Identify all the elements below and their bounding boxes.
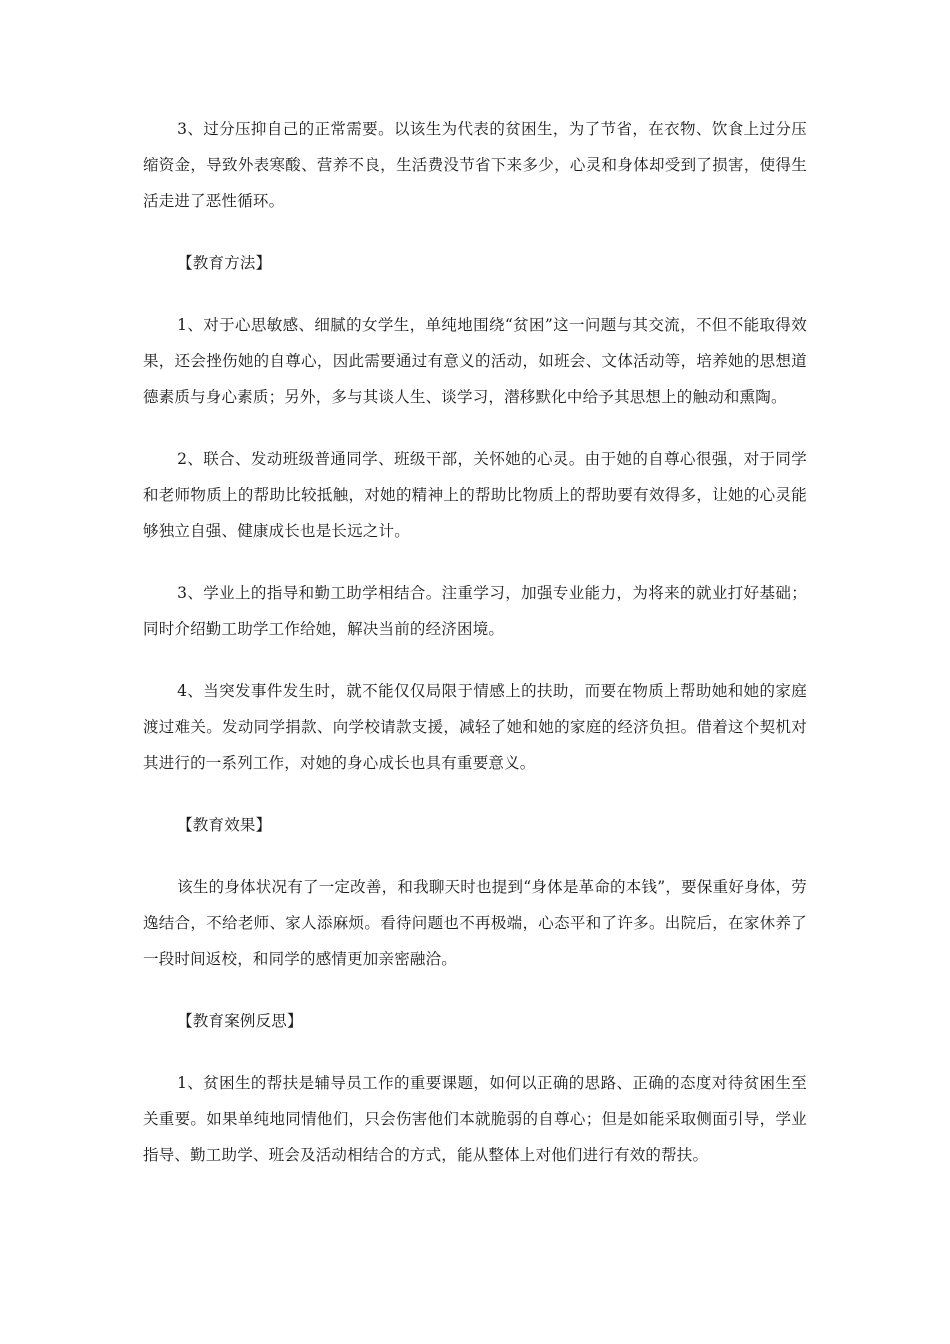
- paragraph-method-4: 4、当突发事件发生时，就不能仅仅局限于情感上的扶助，而要在物质上帮助她和她的家庭渡过难关。发动同学捐款、向学校请款支援，减轻了她和她的家庭的经济负担。借着这个契机对其进行的一系列工作，对她的身心成长也具有重要意义。: [143, 682, 807, 772]
- paragraph-method-1: 1、对于心思敏感、细腻的女学生，单纯地围绕“贫困”这一问题与其交流，不但不能取得效果，还会挫伤她的自尊心，因此需要通过有意义的活动，如班会、文体活动等，培养她的思想道德素质与身心素质；另外，多与其谈人生、谈学习，潜移默化中给予其思想上的触动和熏陶。: [143, 316, 807, 406]
- paragraph-effects: 该生的身体状况有了一定改善，和我聊天时也提到“身体是革命的本钱”，要保重好身体，劳逸结合，不给老师、家人添麻烦。看待问题也不再极端，心态平和了许多。出院后，在家休养了一段时间返校，和同学的感情更加亲密融洽。: [143, 878, 807, 968]
- paragraph-reflection-1: 1、贫困生的帮扶是辅导员工作的重要课题，如何以正确的思路、正确的态度对待贫困生至关重要。如果单纯地同情他们，只会伤害他们本就脆弱的自尊心；但是如能采取侧面引导，学业指导、勤工助学、班会及活动相结合的方式，能从整体上对他们进行有效的帮扶。: [143, 1074, 807, 1164]
- heading-case-reflection: 【教育案例反思】: [177, 1012, 303, 1030]
- paragraph-method-3: 3、学业上的指导和勤工助学相结合。注重学习，加强专业能力，为将来的就业打好基础；同时介绍勤工助学工作给她，解决当前的经济困境。: [143, 584, 807, 638]
- paragraph-self-suppression: 3、过分压抑自己的正常需要。以该生为代表的贫困生，为了节省，在衣物、饮食上过分压缩资金，导致外表寒酸、营养不良，生活费没节省下来多少，心灵和身体却受到了损害，使得生活走进了恶性循环。: [143, 120, 807, 210]
- heading-education-methods: 【教育方法】: [177, 254, 272, 272]
- paragraph-method-2: 2、联合、发动班级普通同学、班级干部，关怀她的心灵。由于她的自尊心很强，对于同学和老师物质上的帮助比较抵触，对她的精神上的帮助比物质上的帮助要有效得多，让她的心灵能够独立自强、健康成长也是长远之计。: [143, 450, 807, 540]
- heading-education-effects: 【教育效果】: [177, 816, 272, 834]
- document-body: [143, 111, 807, 1199]
